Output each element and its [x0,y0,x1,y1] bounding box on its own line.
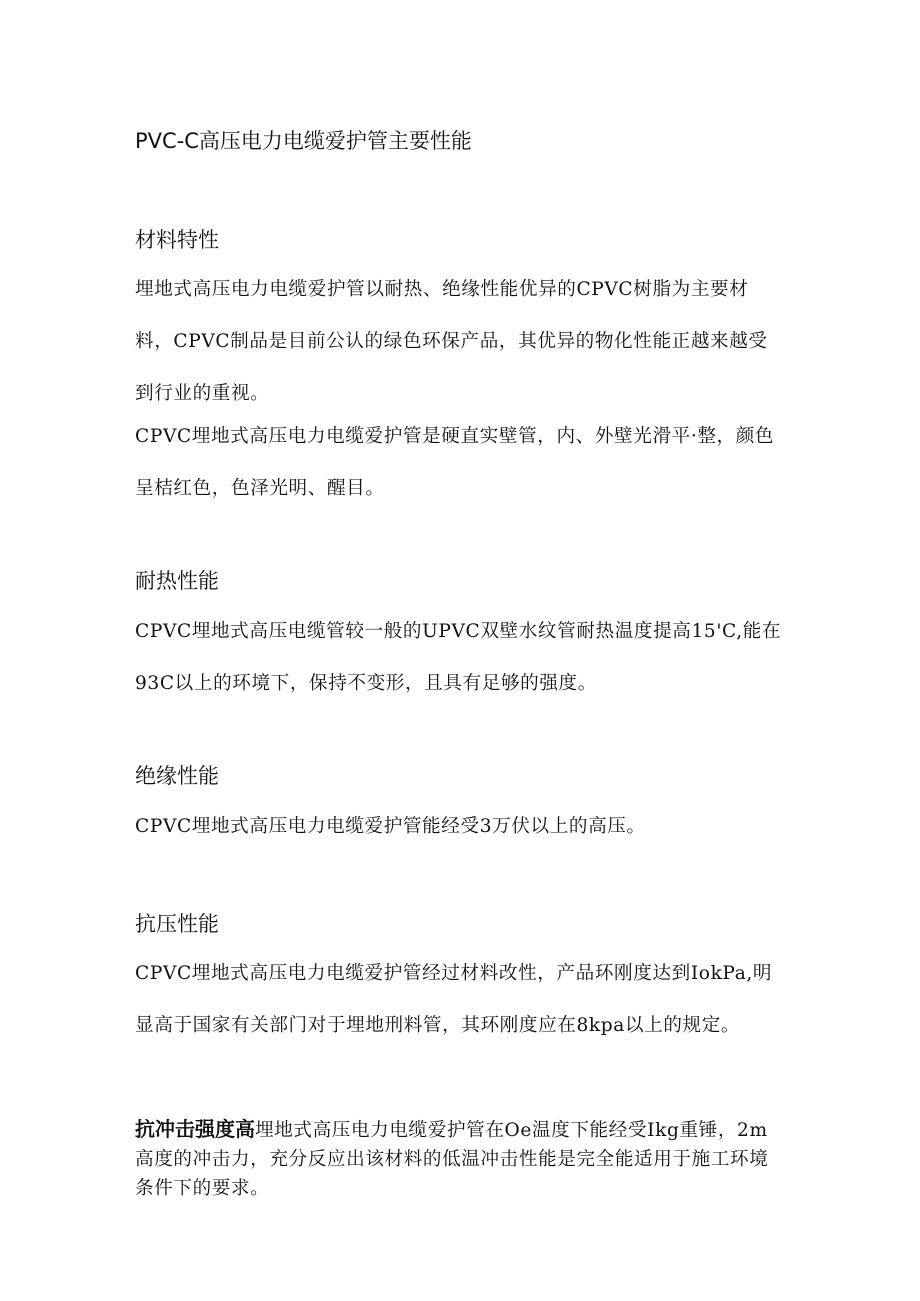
paragraph-impact [135,1115,785,1203]
paragraph-material-2: CPVC埋地式高压电力电缆爱护管是硬直实壁管，内、外壁光滑平·整，颜色呈桔红色，色泽光明、醒目。 [135,426,775,499]
section-heading-material: 材料特性 [135,228,219,252]
impact-body-text: 埋地式高压电力电缆爱护管在Oe温度下能经受Ikg重锤，2m高度的冲击力，充分反应出该材料的低温冲击性能是完全能适用于施工环境条件下的要求。 [135,1120,769,1199]
section-heading-heat: 耐热性能 [135,569,219,593]
document-title: PVC-C高压电力电缆爱护管主要性能 [135,129,472,153]
impact-lead-heading: 抗冲击强度高 [135,1117,255,1141]
paragraph-material-1: 埋地式高压电力电缆爱护管以耐热、绝缘性能优异的CPVC树脂为主要材料，CPVC制品是目前公认的绿色环保产品，其优异的物化性能正越来越受到行业的重视。 [135,279,768,404]
paragraph-heat: CPVC埋地式高压电缆管较一般的UPVC双壁水纹管耐热温度提高15'C,能在93C以上的环境下，保持不变形，且具有足够的强度。 [135,621,782,694]
paragraph-pressure: CPVC埋地式高压电力电缆爱护管经过材料改性，产品环刚度达到IokPa,明显高于国家有关部门对于埋地刑料管，其环刚度应在8kpa以上的规定。 [135,963,773,1036]
section-heading-pressure: 抗压性能 [135,912,219,936]
section-heading-insulation: 绝缘性能 [135,764,219,788]
paragraph-insulation: CPVC埋地式高压电力电缆爱护管能经受3万伏以上的高压。 [135,816,646,837]
